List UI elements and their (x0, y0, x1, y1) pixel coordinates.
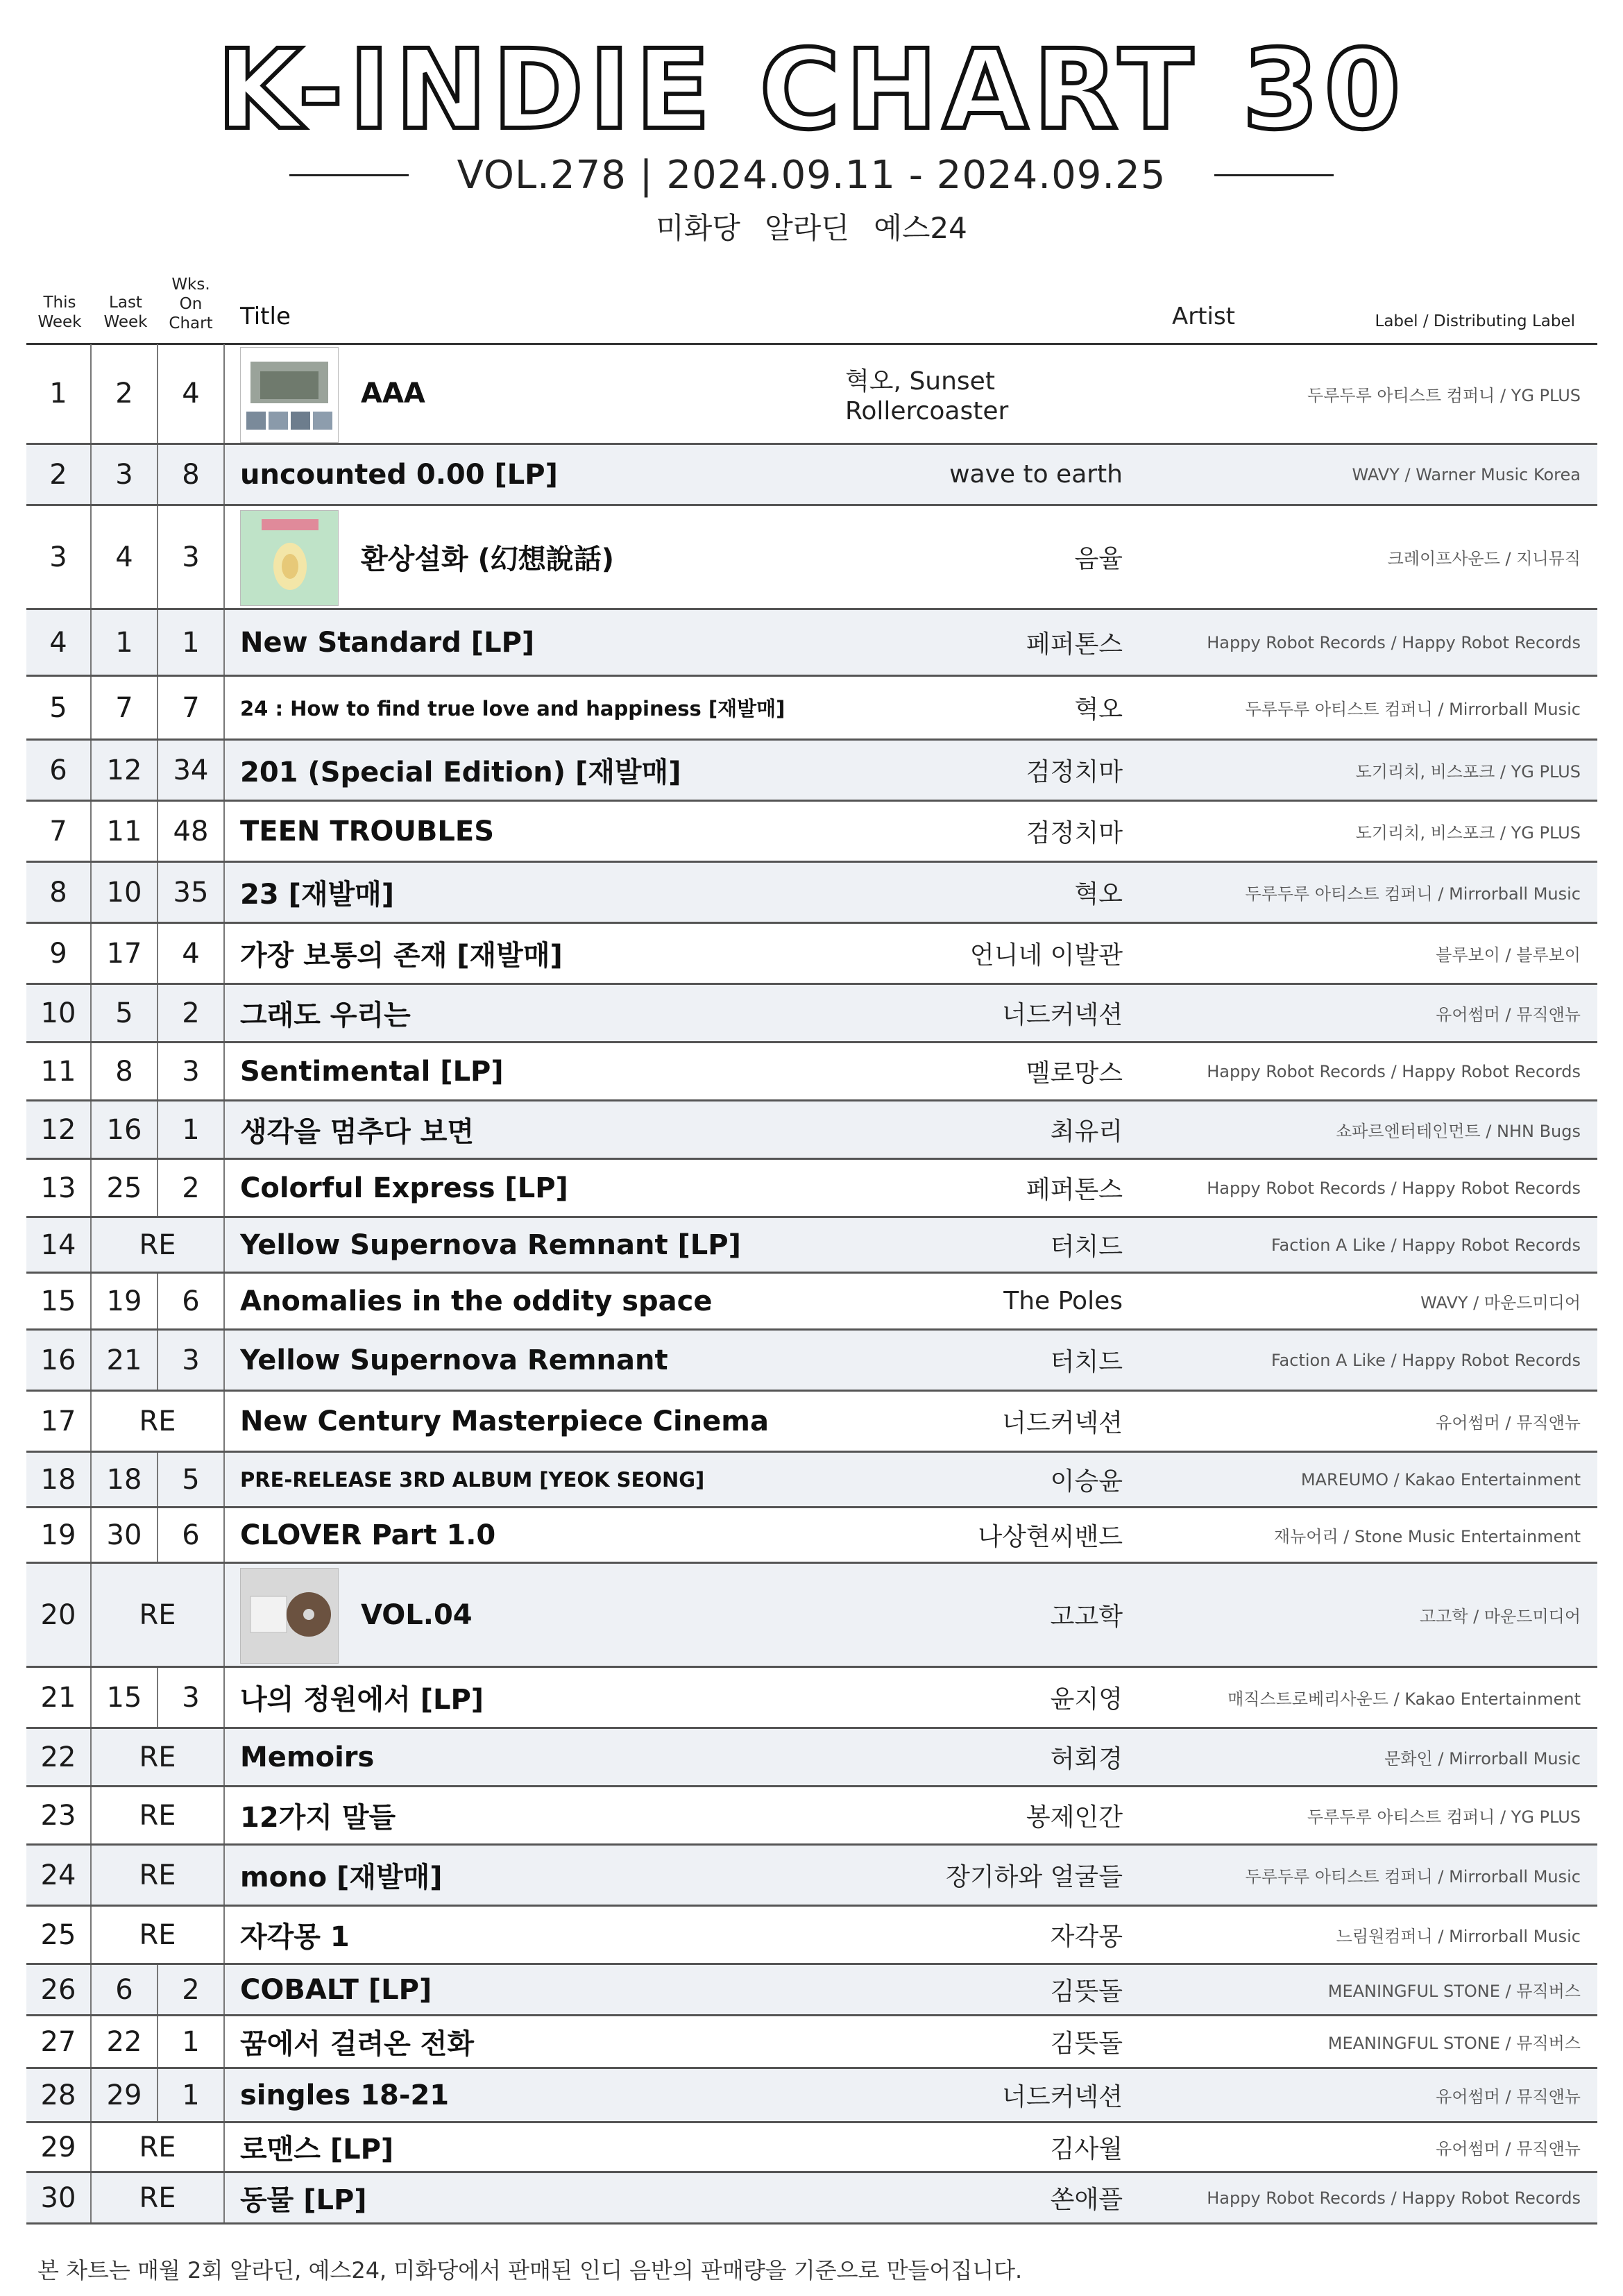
header-last-week (96, 293, 155, 332)
chart-row (26, 863, 1597, 924)
chart-row (26, 1564, 1597, 1668)
re-entry-badge: RE (92, 1787, 225, 1843)
rank-last-week: 21 (92, 1331, 158, 1390)
header-wks-line1: Wks. (171, 276, 210, 294)
artist-name: 장기하와 얼굴들 (946, 1863, 1123, 1891)
rank-last-week: 29 (92, 2069, 158, 2121)
artist-name: 자각몽 (1050, 1923, 1123, 1951)
weeks-on-chart: 1 (158, 1101, 225, 1158)
rank-this-week: 25 (26, 1907, 92, 1963)
store-list: 미화당 알라딘 예스24 (656, 211, 967, 245)
weeks-on-chart: 1 (158, 2016, 225, 2067)
album-title: New Century Masterpiece Cinema (240, 1405, 769, 1437)
rank-this-week: 15 (26, 1274, 92, 1328)
rank-this-week: 12 (26, 1101, 92, 1158)
rank-last-week: 16 (92, 1101, 158, 1158)
artist-name: The Poles (1003, 1287, 1123, 1315)
weeks-on-chart: 5 (158, 1453, 225, 1506)
re-entry-badge: RE (92, 1846, 225, 1905)
rank-last-week: 12 (92, 741, 158, 800)
re-entry-badge: RE (92, 1564, 225, 1666)
record-label: 두루두루 아티스트 컴퍼니 / YG PLUS (1307, 385, 1581, 405)
rank-this-week: 7 (26, 802, 92, 861)
rank-last-week: 30 (92, 1508, 158, 1562)
re-entry-badge: RE (92, 1907, 225, 1963)
header-wks-line2: On (179, 295, 203, 313)
rank-last-week: 19 (92, 1274, 158, 1328)
rank-this-week: 24 (26, 1846, 92, 1905)
album-cover-image (240, 1568, 339, 1664)
chart-title: K-INDIE CHART 30 (216, 26, 1407, 154)
chart-row (26, 506, 1597, 610)
chart-row (26, 1160, 1597, 1218)
rank-this-week: 22 (26, 1729, 92, 1785)
album-title: 가장 보통의 존재 [재발매] (240, 940, 563, 972)
album-title: 생각을 멈추다 보면 (240, 1116, 474, 1148)
artist-name: 혁오 (1074, 880, 1123, 909)
album-title: New Standard [LP] (240, 626, 535, 659)
record-label: Happy Robot Records / Happy Robot Records (1207, 1061, 1581, 1081)
album-title: Sentimental [LP] (240, 1055, 504, 1088)
weeks-on-chart: 4 (158, 344, 225, 443)
album-title: 나의 정원에서 [LP] (240, 1684, 484, 1716)
album-title: 201 (Special Edition) [재발매] (240, 757, 681, 788)
chart-row (26, 2173, 1597, 2225)
record-label: 유어썸머 / 뮤직앤뉴 (1436, 2087, 1581, 2107)
rank-last-week: 10 (92, 863, 158, 922)
artist-name: 김뜻돌 (1050, 1977, 1123, 2006)
record-label: 쇼파르엔터테인먼트 / NHN Bugs (1336, 1122, 1581, 1141)
chart-row (26, 985, 1597, 1043)
rank-last-week: 15 (92, 1668, 158, 1727)
chart-row (26, 1787, 1597, 1846)
album-title: 23 [재발매] (240, 879, 395, 911)
rank-this-week: 21 (26, 1668, 92, 1727)
weeks-on-chart: 8 (158, 445, 225, 504)
artist-name: 음율 (1074, 545, 1123, 573)
volume-dates: VOL.278 | 2024.09.11 - 2024.09.25 (457, 152, 1166, 198)
weeks-on-chart: 3 (158, 1043, 225, 1099)
rank-last-week: 7 (92, 677, 158, 738)
record-label: Faction A Like / Happy Robot Records (1271, 1235, 1581, 1255)
record-label: 재뉴어리 / Stone Music Entertainment (1273, 1527, 1581, 1546)
weeks-on-chart: 2 (158, 985, 225, 1041)
album-title: 자각몽 1 (240, 1921, 350, 1953)
artist-name: 멜로망스 (1026, 1059, 1123, 1088)
weeks-on-chart: 3 (158, 506, 225, 608)
chart-row (26, 1907, 1597, 1965)
artist-name: 혁오, Sunset Rollercoaster (845, 367, 1009, 425)
album-title: 동물 [LP] (240, 2184, 367, 2216)
chart-row (26, 1729, 1597, 1787)
weeks-on-chart: 6 (158, 1508, 225, 1562)
header-title: Title (240, 303, 291, 330)
album-cover-image (240, 510, 339, 606)
record-label: 고고학 / 마운드미디어 (1420, 1607, 1581, 1626)
re-entry-badge: RE (92, 1392, 225, 1451)
right-rule (1214, 174, 1334, 176)
rank-this-week: 5 (26, 677, 92, 738)
rank-this-week: 6 (26, 741, 92, 800)
chart-row (26, 1668, 1597, 1729)
artist-name: 혁오 (1074, 695, 1123, 724)
rank-this-week: 30 (26, 2173, 92, 2222)
chart-row (26, 1846, 1597, 1907)
record-label: 매직스트로베리사운드 / Kakao Entertainment (1227, 1689, 1581, 1709)
artist-name: 고고학 (1050, 1603, 1123, 1631)
rank-this-week: 28 (26, 2069, 92, 2121)
volume-line (0, 147, 1623, 203)
album-title: 12가지 말들 (240, 1802, 396, 1834)
record-label: WAVY / 마운드미디어 (1420, 1293, 1581, 1312)
rank-this-week: 2 (26, 445, 92, 504)
chart-row (26, 1453, 1597, 1508)
artist-name: 언니네 이발관 (969, 941, 1123, 970)
record-label: 도기리치, 비스포크 / YG PLUS (1355, 823, 1581, 843)
rank-this-week: 4 (26, 610, 92, 675)
chart-row (26, 1218, 1597, 1274)
weeks-on-chart: 3 (158, 1331, 225, 1390)
record-label: 유어썸머 / 뮤직앤뉴 (1436, 1005, 1581, 1024)
header-wks-line3: Chart (169, 314, 213, 332)
album-title: mono [재발매] (240, 1862, 443, 1893)
artist-name: 검정치마 (1026, 819, 1123, 847)
record-label: 유어썸머 / 뮤직앤뉴 (1436, 2139, 1581, 2159)
left-rule (289, 174, 409, 176)
chart-row (26, 677, 1597, 741)
rank-this-week: 1 (26, 344, 92, 443)
weeks-on-chart: 6 (158, 1274, 225, 1328)
rank-this-week: 19 (26, 1508, 92, 1562)
artist-name: 이승윤 (1050, 1467, 1123, 1496)
rank-last-week: 17 (92, 924, 158, 983)
rank-this-week: 11 (26, 1043, 92, 1099)
artist-name: 너드커넥션 (1002, 1409, 1123, 1437)
album-title: uncounted 0.00 [LP] (240, 458, 558, 491)
record-label: WAVY / Warner Music Korea (1352, 464, 1581, 484)
album-title: TEEN TROUBLES (240, 815, 495, 847)
rank-last-week: 5 (92, 985, 158, 1041)
record-label: Happy Robot Records / Happy Robot Records (1207, 1178, 1581, 1198)
rank-this-week: 17 (26, 1392, 92, 1451)
album-title: 로맨스 [LP] (240, 2134, 394, 2166)
rank-this-week: 9 (26, 924, 92, 983)
album-title: 그래도 우리는 (240, 999, 411, 1031)
artist-name: 나상현씨밴드 (978, 1523, 1123, 1551)
album-title: Anomalies in the oddity space (240, 1285, 713, 1317)
artist-name: 터치드 (1050, 1233, 1123, 1261)
chart-row (26, 1274, 1597, 1331)
record-label: 블루보이 / 블루보이 (1436, 945, 1581, 965)
artist-name: 페퍼톤스 (1026, 630, 1123, 659)
chart-row (26, 1101, 1597, 1160)
rank-this-week: 29 (26, 2123, 92, 2171)
rank-this-week: 3 (26, 506, 92, 608)
rank-this-week: 18 (26, 1453, 92, 1506)
album-title: AAA (361, 378, 425, 410)
artist-name: 김사월 (1050, 2135, 1123, 2163)
weeks-on-chart: 34 (158, 741, 225, 800)
weeks-on-chart: 2 (158, 1160, 225, 1216)
album-title: PRE-RELEASE 3RD ALBUM [YEOK SEONG] (240, 1467, 705, 1492)
record-label: Happy Robot Records / Happy Robot Records (1207, 2188, 1581, 2208)
artist-name: 페퍼톤스 (1026, 1176, 1123, 1204)
rank-last-week: 11 (92, 802, 158, 861)
re-entry-badge: RE (92, 1729, 225, 1785)
album-title: 환상설화 (幻想說話) (361, 543, 615, 575)
header-this-week-line1: This (43, 294, 76, 312)
record-label: 도기리치, 비스포크 / YG PLUS (1355, 762, 1581, 782)
rank-last-week: 4 (92, 506, 158, 608)
rank-this-week: 20 (26, 1564, 92, 1666)
album-title: Colorful Express [LP] (240, 1172, 568, 1204)
chart-row (26, 2123, 1597, 2173)
rank-this-week: 26 (26, 1965, 92, 2014)
record-label: 크레이프사운드 / 지니뮤직 (1387, 549, 1581, 568)
album-title: 꿈에서 걸려온 전화 (240, 2028, 474, 2060)
album-title: singles 18-21 (240, 2079, 450, 2111)
record-label: 두루두루 아티스트 컴퍼니 / Mirrorball Music (1245, 700, 1581, 719)
record-label: 유어썸머 / 뮤직앤뉴 (1436, 1413, 1581, 1433)
record-label: MEANINGFUL STONE / 뮤직버스 (1327, 1982, 1581, 2001)
record-label: 두루두루 아티스트 컴퍼니 / YG PLUS (1307, 1807, 1581, 1827)
rank-last-week: 3 (92, 445, 158, 504)
record-label: 문화인 / Mirrorball Music (1384, 1749, 1581, 1769)
rank-this-week: 14 (26, 1218, 92, 1272)
re-entry-badge: RE (92, 1218, 225, 1272)
album-title: CLOVER Part 1.0 (240, 1519, 496, 1551)
header-this-week-line2: Week (37, 313, 82, 331)
record-label: Happy Robot Records / Happy Robot Records (1207, 632, 1581, 652)
artist-name: 최유리 (1050, 1117, 1123, 1146)
artist-name: 터치드 (1050, 1348, 1123, 1376)
artist-name: 검정치마 (1026, 758, 1123, 786)
chart-row (26, 610, 1597, 677)
album-title: COBALT [LP] (240, 1973, 432, 2006)
album-title: 24 : How to find true love and happiness [재발매] (240, 697, 785, 720)
album-cover-image (240, 347, 339, 443)
header-this-week (31, 293, 89, 332)
weeks-on-chart: 4 (158, 924, 225, 983)
chart-row (26, 2069, 1597, 2123)
rank-this-week: 8 (26, 863, 92, 922)
chart-row (26, 741, 1597, 802)
artist-name: 너드커넥션 (1002, 1001, 1123, 1029)
chart-row (26, 344, 1597, 445)
record-label: 두루두루 아티스트 컴퍼니 / Mirrorball Music (1245, 1867, 1581, 1886)
artist-name: 너드커넥션 (1002, 2083, 1123, 2111)
artist-name: wave to earth (949, 460, 1123, 489)
rank-last-week: 6 (92, 1965, 158, 2014)
rank-last-week: 2 (92, 344, 158, 443)
record-label: Faction A Like / Happy Robot Records (1271, 1350, 1581, 1370)
rank-this-week: 10 (26, 985, 92, 1041)
weeks-on-chart: 1 (158, 610, 225, 675)
weeks-on-chart: 2 (158, 1965, 225, 2014)
rank-this-week: 16 (26, 1331, 92, 1390)
record-label: MAREUMO / Kakao Entertainment (1300, 1469, 1581, 1489)
weeks-on-chart: 35 (158, 863, 225, 922)
record-label: MEANINGFUL STONE / 뮤직버스 (1327, 2034, 1581, 2053)
header-label: Label / Distributing Label (1375, 312, 1575, 330)
artist-name: 김뜻돌 (1050, 2029, 1123, 2058)
album-title: Yellow Supernova Remnant [LP] (240, 1229, 741, 1261)
chart-row (26, 1965, 1597, 2016)
weeks-on-chart: 7 (158, 677, 225, 738)
rank-this-week: 27 (26, 2016, 92, 2067)
album-title: Memoirs (240, 1741, 375, 1773)
weeks-on-chart: 1 (158, 2069, 225, 2121)
header-last-week-line1: Last (109, 294, 142, 312)
header-last-week-line2: Week (103, 313, 148, 331)
album-title: VOL.04 (361, 1598, 473, 1631)
re-entry-badge: RE (92, 2173, 225, 2222)
rank-this-week: 13 (26, 1160, 92, 1216)
chart-row (26, 2016, 1597, 2069)
header-wks-on-chart (161, 275, 221, 333)
rank-last-week: 8 (92, 1043, 158, 1099)
weeks-on-chart: 3 (158, 1668, 225, 1727)
footer-note: 본 차트는 매월 2회 알라딘, 예스24, 미화당에서 판매된 인디 음반의 판매량을 기준으로 만들어집니다. (37, 2257, 1023, 2284)
record-label: 느림원컴퍼니 / Mirrorball Music (1336, 1927, 1581, 1946)
header-artist: Artist (1171, 303, 1235, 330)
artist-name: 쏜애플 (1050, 2186, 1123, 2214)
rank-last-week: 18 (92, 1453, 158, 1506)
rank-last-week: 25 (92, 1160, 158, 1216)
chart-row (26, 1331, 1597, 1392)
rank-last-week: 22 (92, 2016, 158, 2067)
artist-name: 봉제인간 (1026, 1803, 1123, 1832)
artist-name: 윤지영 (1050, 1685, 1123, 1714)
chart-row (26, 1508, 1597, 1564)
chart-row (26, 1392, 1597, 1453)
rank-this-week: 23 (26, 1787, 92, 1843)
chart-row (26, 924, 1597, 985)
album-title: Yellow Supernova Remnant (240, 1344, 668, 1376)
chart-row (26, 802, 1597, 863)
record-label: 두루두루 아티스트 컴퍼니 / Mirrorball Music (1245, 884, 1581, 904)
weeks-on-chart: 48 (158, 802, 225, 861)
artist-name: 허회경 (1050, 1745, 1123, 1773)
rank-last-week: 1 (92, 610, 158, 675)
chart-row (26, 445, 1597, 506)
chart-row (26, 1043, 1597, 1101)
re-entry-badge: RE (92, 2123, 225, 2171)
